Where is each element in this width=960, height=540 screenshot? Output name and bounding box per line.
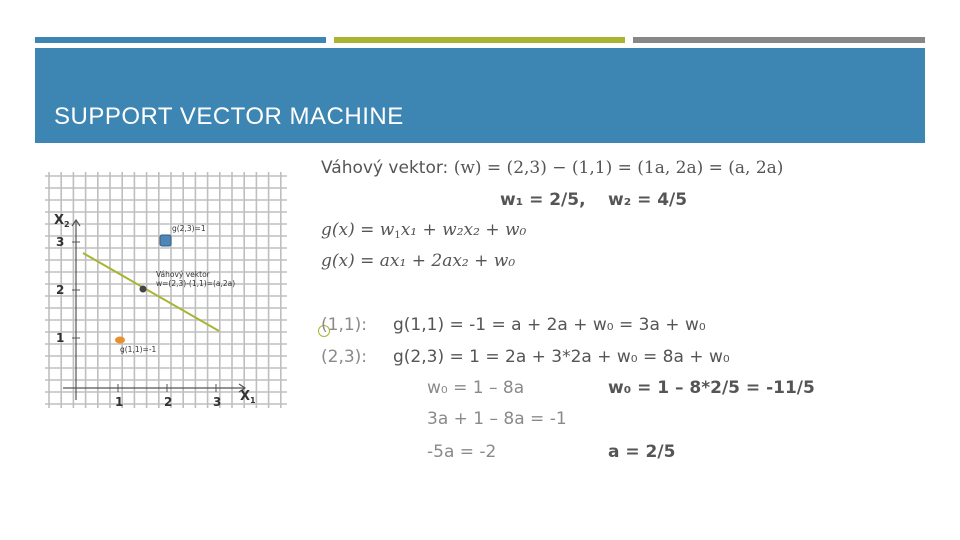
grid-lines (45, 172, 287, 408)
row-point-1-1: (1,1): (321, 315, 368, 335)
x-tick-label: 2 (164, 395, 173, 409)
boundary-point-marker (140, 286, 147, 293)
w1-value: w₁ = 2/5, (500, 190, 586, 210)
y-axis-label: $X_2$ (54, 213, 70, 229)
point-2-3-marker (160, 235, 171, 246)
step-w0: w₀ = 1 – 8a (427, 378, 525, 398)
point-1-1-marker (115, 337, 125, 344)
w2-value: w₂ = 4/5 (608, 190, 688, 210)
y-tick-label: 3 (56, 235, 65, 249)
y-tick-label: 1 (56, 331, 65, 345)
x-tick-label: 3 (213, 395, 222, 409)
y-tick-label: 2 (56, 283, 65, 297)
weight-vector-note-line2: w=(2,3)-(1,1)=(a,2a) (156, 279, 236, 288)
weight-vector-line (321, 158, 783, 178)
g23-label: g(2,3)=1 (172, 224, 206, 233)
weight-vector-label: Váhový vektor: (321, 158, 449, 178)
row-equation-1-1: g(1,1) = -1 = a + 2a + w₀ = 3a + w₀ (393, 315, 706, 335)
svm-figure (43, 168, 289, 410)
accent-bar-gray (633, 37, 925, 43)
x-axis (63, 384, 245, 392)
step-solve: -5a = -2 (427, 442, 497, 462)
title-banner (35, 48, 925, 143)
accent-bar-blue (35, 37, 326, 43)
step-w0-result: w₀ = 1 – 8*2/5 = -11/5 (608, 378, 815, 398)
step-a-result: a = 2/5 (608, 442, 676, 462)
accent-bar-green (334, 37, 625, 43)
equation-general: $g(x) = w_1x_1 + w_2x_2 + w_0$ (321, 220, 527, 241)
equation-general-lhs: g(x) = w (321, 220, 395, 240)
weight-vector-note-line1: Váhový vektor (156, 270, 210, 279)
equation-general-rhs: x₁ + w₂x₂ + w₀ (400, 220, 527, 240)
x-axis-label: $X_1$ (240, 389, 256, 405)
row-equation-2-3: g(2,3) = 1 = 2a + 3*2a + w₀ = 8a + w₀ (393, 347, 730, 367)
row-point-2-3: (2,3): (321, 347, 368, 367)
step-substitute: 3a + 1 – 8a = -1 (427, 409, 567, 429)
g11-label: g(1,1)=-1 (120, 345, 157, 354)
x-tick-label: 1 (115, 395, 124, 409)
equation-substituted: g(x) = ax₁ + 2ax₂ + w₀ (321, 251, 516, 271)
weight-vector-formula: (w) = (2,3) − (1,1) = (1a, 2a) = (a, 2a) (453, 158, 784, 178)
slide-title: SUPPORT VECTOR MACHINE (54, 103, 404, 130)
